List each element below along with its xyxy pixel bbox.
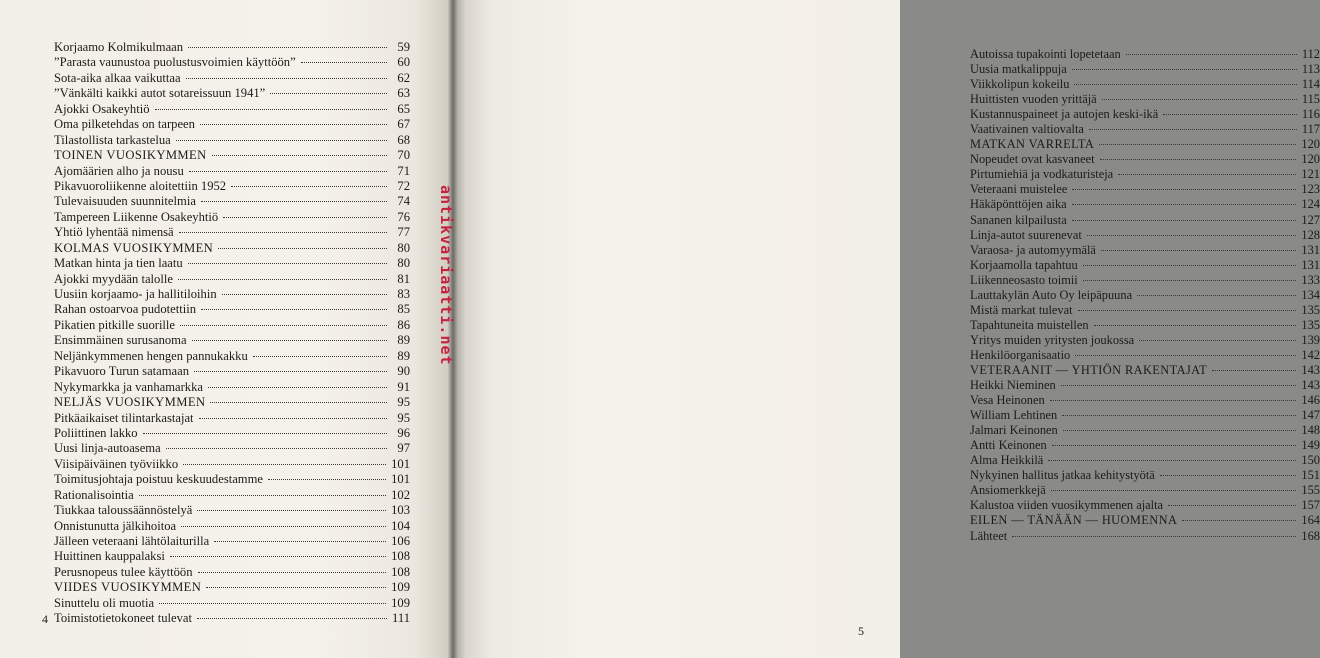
toc-entry	[970, 333, 1320, 348]
toc-entry-page: 83	[397, 287, 410, 301]
toc-entry-page: 112	[1301, 47, 1320, 61]
dot-leader	[201, 201, 387, 202]
dot-leader	[1078, 310, 1297, 311]
toc-entry-page: 157	[1301, 498, 1320, 513]
toc-section-heading	[970, 363, 1320, 378]
toc-entry-page: 67	[397, 117, 410, 132]
toc-entry-title: Pitkäaikaiset tilintarkastajat	[54, 410, 194, 425]
toc-entry-page: 117	[1301, 122, 1320, 137]
toc-entry-page: 91	[397, 379, 410, 394]
toc-entry-title: Jalmari Keinonen	[970, 423, 1058, 438]
toc-entry	[54, 411, 410, 426]
dot-leader	[206, 587, 386, 588]
toc-entry-page: 86	[397, 317, 410, 332]
toc-entry-title: VIIDES VUOSIKYMMEN	[54, 580, 202, 595]
dot-leader	[218, 248, 387, 249]
dot-leader	[186, 78, 387, 79]
toc-entry	[970, 423, 1320, 438]
dot-leader	[197, 618, 387, 619]
right-page	[452, 0, 1320, 658]
toc-entry	[970, 468, 1320, 483]
dot-leader	[188, 47, 387, 48]
toc-entry-title: Tiukkaa taloussäännöstelyä	[54, 503, 193, 518]
toc-entry	[54, 364, 410, 379]
toc-entry	[970, 348, 1320, 363]
toc-entry-title: Ensimmäinen surusanoma	[54, 333, 187, 348]
dot-leader	[1087, 235, 1297, 236]
dot-leader	[1212, 370, 1296, 371]
dot-leader	[1072, 220, 1297, 221]
toc-entry-page: 97	[397, 441, 410, 456]
toc-entry-page: 103	[391, 503, 410, 518]
toc-entry-title: ”Vänkälti kaikki autot sotareissuun 1941”	[54, 86, 266, 101]
toc-entry	[54, 426, 410, 441]
dot-leader	[194, 371, 387, 372]
toc-entry-page: 128	[1301, 227, 1320, 242]
toc-entry	[54, 596, 410, 611]
toc-entry	[970, 453, 1320, 468]
toc-entry-title: Sinuttelu oli muotia	[54, 595, 155, 610]
toc-entry-title: Pikavuoroliikenne aloitettiin 1952	[54, 178, 227, 193]
toc-entry-page: 114	[1301, 77, 1320, 92]
dot-leader	[1052, 445, 1297, 446]
toc-entry-title: TOINEN VUOSIKYMMEN	[54, 148, 207, 163]
toc-section-heading	[970, 137, 1320, 152]
toc-entry	[54, 534, 410, 549]
toc-entry-title: Matkan hinta ja tien laatu	[54, 256, 183, 271]
toc-entry-title: Kalustoa viiden vuosikymmenen ajalta	[970, 498, 1164, 513]
toc-entry-title: Vaativainen valtiovalta	[970, 122, 1084, 137]
toc-entry	[54, 441, 410, 456]
toc-entry-title: VETERAANIT — YHTIÖN RAKENTAJAT	[970, 362, 1208, 377]
dot-leader	[1089, 129, 1297, 130]
dot-leader	[176, 140, 387, 141]
dot-leader	[183, 464, 386, 465]
toc-entry-title: Häkäpönttöjen aika	[970, 197, 1067, 212]
dot-leader	[201, 309, 387, 310]
toc-entry-title: NELJÄS VUOSIKYMMEN	[54, 395, 206, 410]
toc-entry-page: 113	[1301, 62, 1320, 77]
watermark: antikvariaatti.net	[437, 185, 455, 366]
toc-entry-title: Ansiomerkkejä	[970, 483, 1046, 498]
toc-entry	[970, 77, 1320, 92]
toc-entry-page: 101	[391, 472, 410, 487]
dot-leader	[155, 109, 388, 110]
toc-entry-page: 149	[1301, 438, 1320, 453]
toc-entry-page: 106	[391, 534, 410, 548]
toc-entry-title: Alma Heikkilä	[970, 453, 1044, 468]
toc-entry-title: Henkilöorganisaatio	[970, 347, 1071, 362]
toc-entry-title: William Lehtinen	[970, 408, 1058, 423]
toc-entry-title: Huittinen kauppalaksi	[54, 549, 165, 564]
toc-entry-title: Liikenneosasto toimii	[970, 272, 1078, 287]
toc-entry-title: Oma pilketehdas on tarpeen	[54, 117, 195, 132]
toc-entry-title: Autoissa tupakointi lopetetaan	[970, 47, 1121, 61]
toc-entry-title: Nopeudet ovat kasvaneet	[970, 152, 1095, 167]
toc-entry-title: Nykyinen hallitus jatkaa kehitystyötä	[970, 468, 1155, 483]
toc-entry-title: Rationalisointia	[54, 487, 134, 502]
toc-entry-title: ”Parasta vaunustoa puolustusvoimien käyttöön”	[54, 55, 296, 70]
dot-leader	[1168, 505, 1296, 506]
toc-entry	[54, 318, 410, 333]
toc-section-heading	[54, 580, 410, 595]
toc-entry-title: Mistä markat tulevat	[970, 302, 1073, 317]
toc-entry	[970, 122, 1320, 137]
toc-entry-page: 120	[1301, 152, 1320, 167]
toc-entry-title: Ajomäärien alho ja nousu	[54, 163, 184, 178]
toc-entry-page: 63	[397, 86, 410, 101]
dot-leader	[1072, 204, 1297, 205]
dot-leader	[1072, 189, 1296, 190]
dot-leader	[1074, 84, 1296, 85]
toc-entry-page: 120	[1301, 137, 1320, 152]
toc-entry-page: 127	[1301, 212, 1320, 227]
toc-entry-title: Ajokki myydään talolle	[54, 271, 173, 286]
toc-entry-page: 108	[391, 549, 410, 564]
toc-entry	[970, 483, 1320, 498]
toc-entry-page: 89	[397, 333, 410, 348]
toc-entry	[54, 256, 410, 271]
dot-leader	[1182, 520, 1296, 521]
dot-leader	[1101, 250, 1296, 251]
toc-entry-page: 143	[1301, 378, 1320, 393]
dot-leader	[1051, 490, 1297, 491]
dot-leader	[1100, 159, 1297, 160]
toc-entry-page: 146	[1301, 393, 1320, 408]
dot-leader	[198, 572, 387, 573]
toc-entry	[54, 519, 410, 534]
toc-entry-page: 71	[397, 163, 410, 178]
toc-entry	[970, 62, 1320, 77]
toc-entry-page: 77	[397, 225, 410, 240]
dot-leader	[301, 62, 387, 63]
toc-entry	[54, 503, 410, 518]
toc-entry-title: Lähteet	[970, 528, 1008, 543]
toc-entry-title: EILEN — TÄNÄÄN — HUOMENNA	[970, 513, 1178, 528]
toc-entry-title: Sota-aika alkaa vaikuttaa	[54, 70, 181, 85]
toc-entry	[54, 71, 410, 86]
toc-entry-title: Lauttakylän Auto Oy leipäpuuna	[970, 287, 1133, 302]
toc-entry	[970, 92, 1320, 107]
toc-entry-title: Sananen kilpailusta	[970, 212, 1067, 227]
toc-section-heading	[54, 395, 410, 410]
toc-entry-title: Viisipäiväinen työviikko	[54, 456, 179, 471]
table-of-contents-right	[970, 47, 1320, 544]
dot-leader	[1102, 99, 1297, 100]
toc-entry-title: Toimistotietokoneet tulevat	[54, 611, 192, 626]
toc-entry	[54, 164, 410, 179]
toc-entry-page: 74	[397, 194, 410, 209]
toc-entry-title: Perusnopeus tulee käyttöön	[54, 564, 193, 579]
toc-entry-title: Uusiin korjaamo- ja hallitiloihin	[54, 287, 217, 301]
toc-entry	[970, 213, 1320, 228]
toc-entry-title: MATKAN VARRELTA	[970, 137, 1095, 152]
dot-leader	[200, 124, 387, 125]
toc-entry	[54, 333, 410, 348]
toc-entry-page: 134	[1301, 287, 1320, 302]
dot-leader	[210, 402, 387, 403]
toc-entry	[970, 167, 1320, 182]
dot-leader	[143, 433, 387, 434]
dot-leader	[181, 526, 386, 527]
dot-leader	[212, 155, 387, 156]
toc-entry-title: Korjaamolla tapahtuu	[970, 257, 1078, 272]
toc-entry-page: 62	[397, 70, 410, 85]
toc-entry	[54, 565, 410, 580]
left-page	[0, 0, 452, 658]
toc-entry-page: 135	[1301, 302, 1320, 317]
toc-entry-page: 104	[391, 518, 410, 533]
toc-entry-page: 89	[397, 348, 410, 363]
toc-entry-page: 90	[397, 364, 410, 379]
toc-entry-title: Viikkolipun kokeilu	[970, 77, 1070, 92]
toc-entry-page: 168	[1301, 528, 1320, 543]
toc-entry	[970, 107, 1320, 122]
dot-leader	[170, 556, 386, 557]
toc-entry	[970, 258, 1320, 273]
dot-leader	[197, 510, 386, 511]
toc-entry-title: Veteraani muistelee	[970, 182, 1068, 197]
toc-entry-title: Korjaamo Kolmikulmaan	[54, 40, 184, 54]
toc-entry	[970, 438, 1320, 453]
toc-entry-page: 65	[397, 101, 410, 116]
toc-entry	[54, 457, 410, 472]
dot-leader	[1050, 400, 1297, 401]
toc-section-heading	[54, 148, 410, 163]
dot-leader	[1075, 355, 1296, 356]
toc-entry	[54, 302, 410, 317]
dot-leader	[253, 356, 387, 357]
toc-entry-title: Linja-autot suurenevat	[970, 227, 1082, 242]
toc-entry	[970, 273, 1320, 288]
toc-entry-title: Ajokki Osakeyhtiö	[54, 101, 150, 116]
toc-entry-title: Uusi linja-autoasema	[54, 441, 161, 456]
toc-entry	[54, 55, 410, 70]
toc-entry	[54, 549, 410, 564]
toc-entry	[970, 408, 1320, 423]
dot-leader	[1139, 340, 1296, 341]
toc-entry	[54, 179, 410, 194]
toc-entry-page: 115	[1301, 92, 1320, 107]
dot-leader	[268, 479, 386, 480]
toc-entry-page: 164	[1301, 513, 1320, 528]
toc-entry-title: Pikatien pitkille suorille	[54, 317, 176, 332]
dot-leader	[192, 340, 387, 341]
toc-entry-page: 131	[1301, 257, 1320, 272]
toc-entry-title: Toimitusjohtaja poistuu keskuudestamme	[54, 472, 263, 487]
toc-entry	[54, 380, 410, 395]
toc-entry-title: KOLMAS VUOSIKYMMEN	[54, 240, 214, 255]
toc-entry-page: 95	[397, 410, 410, 425]
dot-leader	[1063, 430, 1297, 431]
dot-leader	[178, 279, 387, 280]
dot-leader	[189, 171, 387, 172]
toc-entry-page: 151	[1301, 468, 1320, 483]
dot-leader	[223, 217, 387, 218]
dot-leader	[1061, 385, 1297, 386]
dot-leader	[1048, 460, 1296, 461]
dot-leader	[1083, 280, 1297, 281]
toc-entry-title: Yhtiö lyhentää nimensä	[54, 225, 174, 240]
dot-leader	[1072, 69, 1297, 70]
toc-entry	[970, 318, 1320, 333]
toc-entry-title: Poliittinen lakko	[54, 425, 138, 440]
toc-entry-page: 123	[1301, 182, 1320, 197]
toc-entry-page: 95	[397, 395, 410, 410]
dot-leader	[159, 603, 386, 604]
toc-entry-title: Nykymarkka ja vanhamarkka	[54, 379, 203, 394]
toc-entry-title: Kustannuspaineet ja autojen keski-ikä	[970, 107, 1159, 122]
toc-entry-title: Tilastollista tarkastelua	[54, 132, 171, 147]
toc-entry-page: 101	[391, 456, 410, 471]
toc-entry-page: 111	[392, 611, 410, 626]
toc-entry-page: 81	[397, 271, 410, 286]
toc-entry-page: 68	[397, 132, 410, 147]
toc-entry	[54, 194, 410, 209]
dot-leader	[1137, 295, 1296, 296]
toc-entry	[54, 86, 410, 101]
dot-leader	[166, 448, 387, 449]
toc-entry-page: 76	[397, 209, 410, 224]
toc-entry	[970, 529, 1320, 544]
toc-entry-page: 109	[391, 580, 410, 595]
toc-entry	[54, 40, 410, 55]
toc-entry	[970, 243, 1320, 258]
toc-entry-page: 131	[1301, 242, 1320, 257]
toc-entry-page: 96	[397, 425, 410, 440]
toc-entry	[54, 210, 410, 225]
toc-entry-page: 143	[1301, 362, 1320, 377]
toc-entry-page: 135	[1301, 317, 1320, 332]
toc-entry-title: Jälleen veteraani lähtölaiturilla	[54, 534, 210, 548]
dot-leader	[179, 232, 387, 233]
toc-entry-page: 72	[397, 178, 410, 193]
toc-entry-title: Onnistunutta jälkihoitoa	[54, 518, 177, 533]
toc-entry-page: 60	[397, 55, 410, 70]
toc-entry-title: Neljänkymmenen hengen pannukakku	[54, 348, 248, 363]
dot-leader	[222, 294, 387, 295]
toc-entry-title: Pirtumiehiä ja vodkaturisteja	[970, 167, 1114, 182]
toc-entry-page: 155	[1301, 483, 1320, 498]
dot-leader	[180, 325, 387, 326]
toc-entry-page: 147	[1301, 408, 1320, 423]
toc-entry-title: Varaosa- ja automyymälä	[970, 242, 1096, 257]
dot-leader	[1094, 325, 1297, 326]
dot-leader	[1126, 54, 1297, 55]
toc-section-heading	[54, 241, 410, 256]
dot-leader	[1163, 114, 1297, 115]
toc-section-heading	[970, 513, 1320, 528]
dot-leader	[208, 387, 387, 388]
toc-entry-page: 150	[1301, 453, 1320, 468]
toc-entry-page: 85	[397, 302, 410, 317]
toc-entry-title: Pikavuoro Turun satamaan	[54, 364, 190, 379]
toc-entry	[970, 393, 1320, 408]
toc-entry-title: Yritys muiden yritysten joukossa	[970, 332, 1135, 347]
dot-leader	[270, 93, 387, 94]
toc-entry-title: Rahan ostoarvoa pudotettiin	[54, 302, 196, 317]
toc-entry	[54, 488, 410, 503]
toc-entry	[970, 228, 1320, 243]
toc-entry-page: 109	[391, 595, 410, 610]
toc-entry-page: 124	[1301, 197, 1320, 212]
toc-entry-title: Antti Keinonen	[970, 438, 1047, 453]
toc-entry-page: 102	[391, 487, 410, 502]
toc-entry-page: 59	[397, 40, 410, 54]
toc-entry-title: Uusia matkalippuja	[970, 62, 1067, 77]
page-number-left: 4	[42, 612, 48, 626]
toc-entry-page: 139	[1301, 332, 1320, 347]
dot-leader	[188, 263, 387, 264]
toc-entry	[54, 349, 410, 364]
toc-entry	[970, 303, 1320, 318]
toc-entry	[54, 117, 410, 132]
toc-entry	[54, 287, 410, 302]
toc-entry-page: 121	[1301, 167, 1320, 182]
toc-entry	[970, 498, 1320, 513]
toc-entry	[970, 197, 1320, 212]
toc-entry	[54, 133, 410, 148]
dot-leader	[1160, 475, 1297, 476]
toc-entry-title: Tapahtuneita muistellen	[970, 317, 1089, 332]
toc-entry-title: Heikki Nieminen	[970, 378, 1056, 393]
toc-entry	[54, 272, 410, 287]
dot-leader	[1062, 415, 1296, 416]
toc-entry-title: Huittisten vuoden yrittäjä	[970, 92, 1097, 107]
toc-entry-page: 133	[1301, 272, 1320, 287]
toc-entry	[970, 47, 1320, 62]
toc-entry	[970, 152, 1320, 167]
dot-leader	[214, 541, 386, 542]
dot-leader	[1012, 536, 1296, 537]
toc-entry-page: 116	[1301, 107, 1320, 122]
toc-entry-title: Tampereen Liikenne Osakeyhtiö	[54, 209, 219, 224]
dot-leader	[1083, 265, 1297, 266]
dot-leader	[1099, 144, 1296, 145]
dot-leader	[231, 186, 387, 187]
toc-entry	[54, 611, 410, 626]
toc-entry	[54, 472, 410, 487]
toc-entry	[970, 288, 1320, 303]
toc-entry	[54, 102, 410, 117]
page-number-right: 5	[858, 624, 864, 638]
toc-entry-page: 108	[391, 564, 410, 579]
dot-leader	[199, 418, 387, 419]
toc-entry-page: 80	[397, 256, 410, 271]
toc-entry-title: Tulevaisuuden suunnitelmia	[54, 194, 196, 209]
toc-entry	[970, 378, 1320, 393]
toc-entry	[54, 225, 410, 240]
toc-entry	[970, 182, 1320, 197]
toc-entry-page: 70	[397, 148, 410, 163]
dot-leader	[1118, 174, 1296, 175]
table-of-contents-left	[54, 40, 410, 627]
toc-entry-page: 148	[1301, 423, 1320, 438]
toc-entry-page: 80	[397, 240, 410, 255]
toc-entry-title: Vesa Heinonen	[970, 393, 1045, 408]
toc-entry-page: 142	[1301, 347, 1320, 362]
dot-leader	[139, 495, 386, 496]
